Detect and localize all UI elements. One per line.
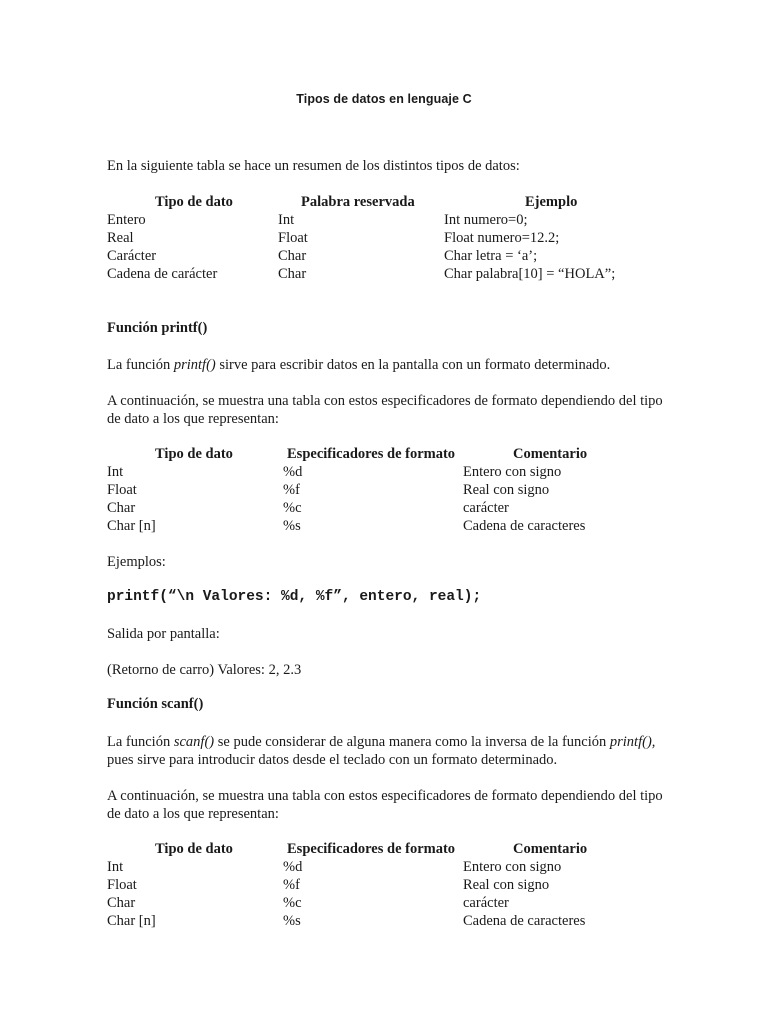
scanf-description xyxy=(107,733,667,769)
function-name: printf() xyxy=(173,357,216,373)
function-name: printf(), xyxy=(609,734,656,750)
table-cell: Int xyxy=(278,212,295,228)
table-cell: Real xyxy=(107,230,134,246)
table-row xyxy=(107,876,667,894)
table-row xyxy=(107,517,667,535)
data-types-table xyxy=(107,193,667,283)
table-cell: Int numero=0; xyxy=(444,212,528,228)
table-row xyxy=(107,265,667,283)
table-cell: %f xyxy=(283,877,300,893)
function-name: scanf() xyxy=(173,734,215,750)
column-header: Ejemplo xyxy=(525,194,578,210)
table-cell: %s xyxy=(283,518,301,534)
text-span: pues sirve para introducir datos desde el teclado con un formato determinado. xyxy=(107,752,558,768)
table-cell: Entero con signo xyxy=(463,859,562,875)
table-row xyxy=(107,229,667,247)
table-cell: Char [n] xyxy=(107,913,156,929)
table-cell: Int xyxy=(107,859,124,875)
column-header: Especificadores de formato xyxy=(287,841,456,857)
table-row xyxy=(107,247,667,265)
table-cell: %d xyxy=(283,464,303,480)
printf-code-example: printf(“\n Valores: %d, %f”, entero, real); xyxy=(107,589,482,605)
table-header-row xyxy=(107,193,667,211)
table-cell: %d xyxy=(283,859,303,875)
table-cell: Real con signo xyxy=(463,877,550,893)
column-header: Especificadores de formato xyxy=(287,446,456,462)
table-cell: Cadena de caracteres xyxy=(463,913,586,929)
table-row xyxy=(107,211,667,229)
output-value: (Retorno de carro) Valores: 2, 2.3 xyxy=(107,662,302,678)
column-header: Comentario xyxy=(513,446,588,462)
table-cell: Cadena de caracteres xyxy=(463,518,586,534)
table-cell: Float xyxy=(278,230,308,246)
table-cell: Entero xyxy=(107,212,146,228)
table-cell: Char xyxy=(278,248,307,264)
table-cell: Char palabra[10] = “HOLA”; xyxy=(444,266,616,282)
printf-table-intro: A continuación, se muestra una tabla con estos especificadores de formato dependiendo del tipo de dato a los que representan: xyxy=(107,393,663,427)
table-cell: Char [n] xyxy=(107,518,156,534)
document-title: Tipos de datos en lenguaje C xyxy=(296,92,472,106)
table-cell: Int xyxy=(107,464,124,480)
table-row xyxy=(107,463,667,481)
column-header: Tipo de dato xyxy=(155,194,233,210)
table-header-row xyxy=(107,445,667,463)
scanf-table-intro: A continuación, se muestra una tabla con estos especificadores de formato dependiendo del tipo de dato a los que representan: xyxy=(107,788,663,822)
table-cell: Cadena de carácter xyxy=(107,266,218,282)
table-row xyxy=(107,894,667,912)
table-cell: Real con signo xyxy=(463,482,550,498)
column-header: Palabra reservada xyxy=(301,194,415,210)
column-header: Tipo de dato xyxy=(155,841,233,857)
table-cell: Char xyxy=(107,500,136,516)
text-span: La función xyxy=(107,734,174,750)
text-span: se pude considerar de alguna manera como la inversa de la función xyxy=(214,734,610,750)
table-cell: Float xyxy=(107,877,137,893)
table-cell: Char xyxy=(278,266,307,282)
text-span: La función xyxy=(107,357,174,373)
scanf-format-table xyxy=(107,840,667,930)
column-header: Tipo de dato xyxy=(155,446,233,462)
table-cell: Float xyxy=(107,482,137,498)
table-row xyxy=(107,858,667,876)
table-cell: Entero con signo xyxy=(463,464,562,480)
table-cell: %s xyxy=(283,913,301,929)
text-span: sirve para escribir datos en la pantalla con un formato determinado. xyxy=(215,357,611,373)
table-row xyxy=(107,499,667,517)
table-cell: %c xyxy=(283,895,302,911)
column-header: Comentario xyxy=(513,841,588,857)
scanf-heading: Función scanf() xyxy=(107,696,204,712)
intro-paragraph: En la siguiente tabla se hace un resumen de los distintos tipos de datos: xyxy=(107,158,520,174)
table-cell: carácter xyxy=(463,895,509,911)
output-label: Salida por pantalla: xyxy=(107,626,220,642)
table-cell: %c xyxy=(283,500,302,516)
printf-format-table xyxy=(107,445,667,535)
table-cell: carácter xyxy=(463,500,509,516)
table-cell: Char xyxy=(107,895,136,911)
printf-description xyxy=(107,356,667,374)
table-cell: %f xyxy=(283,482,300,498)
table-cell: Float numero=12.2; xyxy=(444,230,560,246)
examples-label: Ejemplos: xyxy=(107,554,166,570)
table-row xyxy=(107,912,667,930)
table-row xyxy=(107,481,667,499)
table-header-row xyxy=(107,840,667,858)
printf-heading: Función printf() xyxy=(107,320,208,336)
table-cell: Carácter xyxy=(107,248,157,264)
table-cell: Char letra = ‘a’; xyxy=(444,248,538,264)
